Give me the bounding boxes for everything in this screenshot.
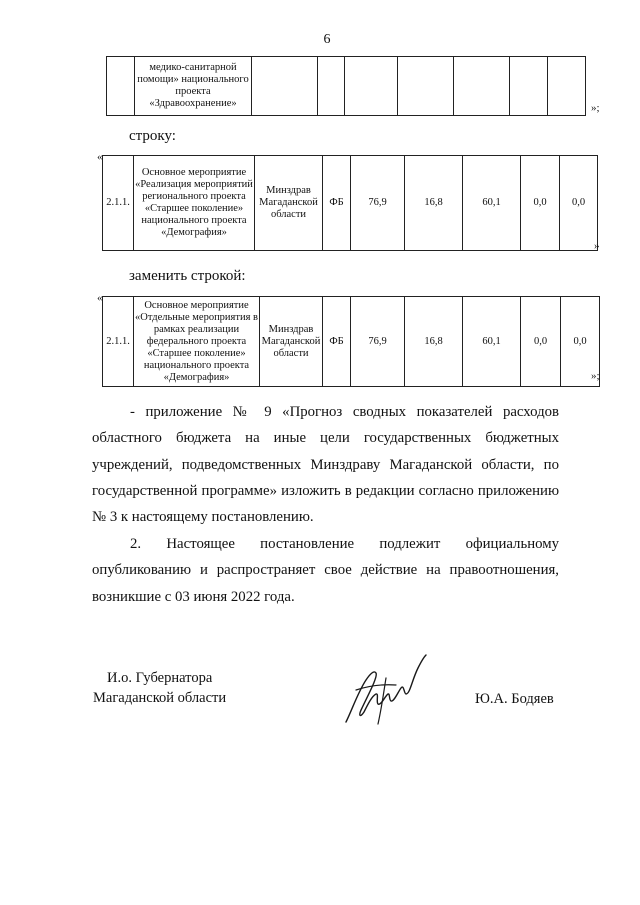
table-original-row [102, 155, 598, 251]
label-zamenit: заменить строкой: [129, 268, 246, 284]
table-row-value-2 [398, 57, 454, 116]
opening-quote: « [97, 151, 103, 163]
table-row-value-5: 0,0 [561, 297, 600, 387]
closing-quote: »; [591, 102, 600, 114]
table-row-executor: Минздрав Магаданской области [260, 297, 323, 387]
table-row-value-1: 76,9 [351, 297, 405, 387]
signatory-name: Ю.А. Бодяев [475, 691, 554, 707]
opening-quote: « [97, 292, 103, 304]
table-replacement-row [102, 296, 600, 387]
table-row-value-3: 60,1 [463, 156, 521, 251]
table-row-name: Основное мероприятие «Реализация мероприятий регионального проекта «Старшее поколение» национального проекта «Демография» [134, 156, 255, 251]
table-row-source [318, 57, 345, 116]
table-row-value-3 [454, 57, 510, 116]
table-row-value-2: 16,8 [405, 297, 463, 387]
table-row-number: 2.1.1. [103, 297, 134, 387]
table-row-executor [252, 57, 318, 116]
signatory-position-line-2: Магаданской области [93, 690, 227, 706]
table-row-value-5 [548, 57, 586, 116]
page-number: 6 [323, 32, 331, 47]
paragraph-appendix-9: - приложение № 9 «Прогноз сводных показателей расходов областного бюджета на иные цели государственных бюджетных учреждений, подведомственных Минздраву Магаданской области, по государственной программе» изложить в редакции согласно приложению № 3 к настоящему постановлению. [92, 404, 559, 526]
signatory-position-line-1: И.о. Губернатора [107, 670, 213, 686]
table-row-source: ФБ [323, 297, 351, 387]
table-row-name: Основное мероприятие «Отдельные мероприятия в рамках реализации федерального проекта «Старшее поколение» национального проекта «Демография» [134, 297, 260, 387]
signatory-position [93, 668, 226, 708]
handwritten-signature-icon [338, 650, 433, 730]
closing-quote: » [594, 240, 600, 252]
table-row-name: медико-санитарной помощи» национального проекта «Здравоохранение» [135, 57, 252, 116]
table-row-number: 2.1.1. [103, 156, 134, 251]
closing-quote: »; [591, 370, 600, 382]
table-row-value-5: 0,0 [560, 156, 598, 251]
table-row-value-3: 60,1 [463, 297, 521, 387]
table-row-value-1 [345, 57, 398, 116]
table-row-value-1: 76,9 [351, 156, 405, 251]
table-row-value-4 [510, 57, 548, 116]
table-row-source: ФБ [323, 156, 351, 251]
table-fragment-top [106, 56, 586, 116]
table-row-number [107, 57, 135, 116]
label-stroku: строку: [129, 128, 176, 144]
table-row-executor: Минздрав Магаданской области [255, 156, 323, 251]
table-row-value-2: 16,8 [405, 156, 463, 251]
table-row-value-4: 0,0 [521, 156, 560, 251]
table-row-value-4: 0,0 [521, 297, 561, 387]
paragraph-publication: 2. Настоящее постановление подлежит официальному опубликованию и распространяет свое действие на правоотношения, возникшие с 03 июня 2022 года. [92, 536, 559, 605]
